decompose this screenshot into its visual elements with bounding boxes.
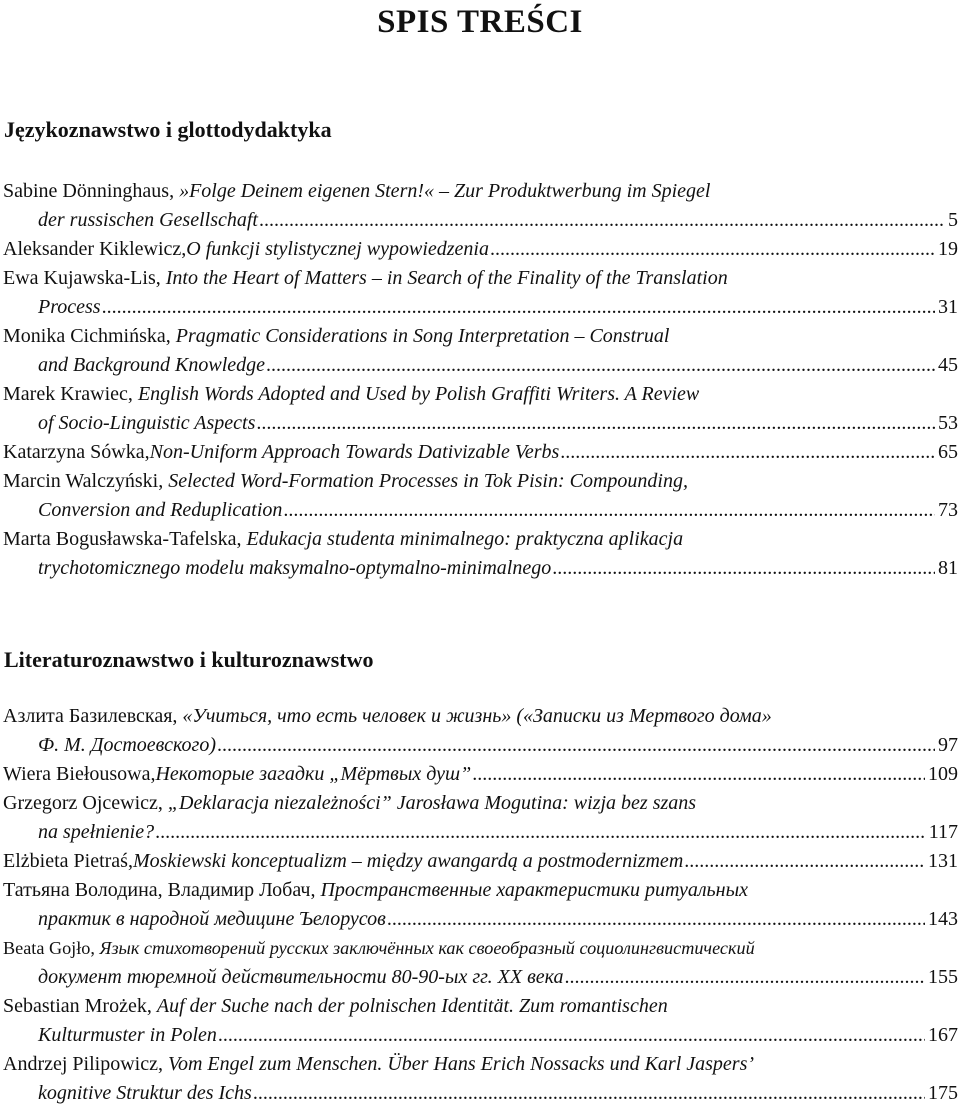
entry-page-number: 73 [938,499,958,521]
dot-leader [560,438,935,467]
dot-leader [256,409,935,438]
entry-author: Азлита Базилевская, [3,705,183,727]
entry-title: Into the Heart of Matters – in Search of the Finality of the Translation [165,267,728,289]
dot-leader [283,496,935,525]
entry-title: »Folge Deinem eigenen Stern!« – Zur Produktwerbung im Spiegel [179,180,711,202]
entry-title: Пространственные характеристики ритуальных [320,879,749,901]
entry-page-number: 81 [938,557,958,579]
entry-title-continued: практик в народной медицине Ъелорусов [38,908,386,930]
dot-leader [155,818,926,847]
dot-leader [387,905,925,934]
toc-section-linguistics [0,177,960,583]
entry-title-continued: der russischen Gesellschaft [38,209,258,231]
dot-leader [253,1079,925,1108]
entry-title-continued: na spełnienie? [38,821,155,843]
entry-title: „Deklaracja niezależności” Jarosława Mogutina: wizja bez szans [167,792,697,814]
entry-page-number: 155 [928,966,958,988]
toc-entry[interactable] [0,525,960,583]
entry-page-number: 97 [938,734,958,756]
toc-entry[interactable] [0,934,960,992]
dot-leader [684,847,925,876]
entry-author: Marek Krawiec, [3,383,138,405]
toc-entry[interactable] [0,847,960,876]
entry-title: English Words Adopted and Used by Polish Graffiti Writers. A Review [137,383,700,405]
entry-title: Auf der Suche nach der polnischen Identität. Zum romantischen [156,995,668,1017]
dot-leader [490,235,935,264]
entry-page-number: 53 [938,412,958,434]
entry-title-continued: kognitive Struktur des Ichs [38,1082,252,1104]
entry-page-number: 45 [938,354,958,376]
entry-author: Sabine Dönninghaus, [3,180,180,202]
entry-title-continued: Kulturmuster in Polen [38,1024,217,1046]
toc-entry[interactable] [0,322,960,380]
entry-page-number: 131 [928,850,958,872]
entry-page-number: 19 [938,238,958,260]
toc-entry[interactable] [0,702,960,760]
toc-entry[interactable] [0,177,960,235]
toc-entry[interactable] [0,467,960,525]
entry-title: Pragmatic Considerations in Song Interpretation – Construal [175,325,670,347]
entry-page-number: 5 [948,209,958,231]
entry-author: Ewa Kujawska-Lis, [3,267,166,289]
toc-entry[interactable] [0,438,960,467]
entry-page-number: 109 [928,763,958,785]
entry-author: Beata Gojło, [3,938,100,958]
toc-entry[interactable] [0,992,960,1050]
toc-entry[interactable] [0,876,960,934]
entry-title: O funkcji stylistycznej wypowiedzenia [186,238,489,260]
dot-leader [552,554,935,583]
dot-leader [102,293,935,322]
toc-entry[interactable] [0,380,960,438]
dot-leader [266,351,935,380]
dot-leader [472,760,925,789]
entry-author: Sebastian Mrożek, [3,995,157,1017]
entry-author: Monika Cichmińska, [3,325,176,347]
entry-title-continued: Ф. М. Достоевского) [38,734,217,756]
entry-title: Edukacja studenta minimalnego: praktyczna aplikacja [246,528,684,550]
entry-author: Татьяна Володина, Владимир Лобач, [3,879,321,901]
entry-title-continued: документ тюремной действительности 80-90-ых гг. XX века [38,966,564,988]
toc-entry[interactable] [0,760,960,789]
entry-page-number: 167 [928,1024,958,1046]
entry-author: Katarzyna Sówka, [3,441,150,463]
entry-author: Marcin Walczyński, [3,470,169,492]
entry-title: Некоторые загадки „Мёртвых душ” [155,763,472,785]
page-title: SPIS TREŚCI [377,4,583,40]
dot-leader [217,731,935,760]
entry-title-continued: and Background Knowledge [38,354,266,376]
entry-title-continued: of Socio-Linguistic Aspects [38,412,256,434]
entry-author: Grzegorz Ojcewicz, [3,792,168,814]
entry-title: Язык стихотворений русских заключённых как своеобразный социолингвистический [99,938,755,958]
entry-title-continued: Conversion and Reduplication [38,499,283,521]
entry-title-continued: Process [38,296,101,318]
toc-entry[interactable] [0,235,960,264]
dot-leader [218,1021,925,1050]
toc-entry[interactable] [0,789,960,847]
toc-entry[interactable] [0,1050,960,1108]
entry-title: «Учиться, что есть человек и жизнь» («Записки из Мертвого дома» [182,705,772,727]
entry-author: Andrzej Pilipowicz, [3,1053,168,1075]
entry-title-continued: trychotomicznego modelu maksymalno-optymalno-minimalnego [38,557,552,579]
entry-page-number: 117 [928,821,958,843]
entry-author: Elżbieta Pietraś, [3,850,133,872]
entry-title: Non-Uniform Approach Towards Dativizable Verbs [149,441,560,463]
dot-leader [565,963,925,992]
entry-title: Vom Engel zum Menschen. Über Hans Erich Nossacks und Karl Jaspers’ [167,1053,755,1075]
section-heading-literature: Literaturoznawstwo i kulturoznawstwo [4,647,374,672]
entry-title: Moskiewski konceptualizm – między awangardą a postmodernizmem [132,850,684,872]
entry-page-number: 143 [928,908,958,930]
entry-page-number: 175 [928,1082,958,1104]
entry-author: Aleksander Kiklewicz, [3,238,187,260]
dot-leader [259,206,945,235]
entry-title: Selected Word-Formation Processes in Tok Pisin: Compounding, [168,470,688,492]
entry-author: Wiera Biełousowa, [3,763,156,785]
entry-page-number: 65 [938,441,958,463]
toc-entry[interactable] [0,264,960,322]
toc-section-literature [0,702,960,1108]
section-heading-linguistics: Językoznawstwo i glottodydaktyka [4,117,332,142]
entry-author: Marta Bogusławska-Tafelska, [3,528,247,550]
entry-page-number: 31 [938,296,958,318]
